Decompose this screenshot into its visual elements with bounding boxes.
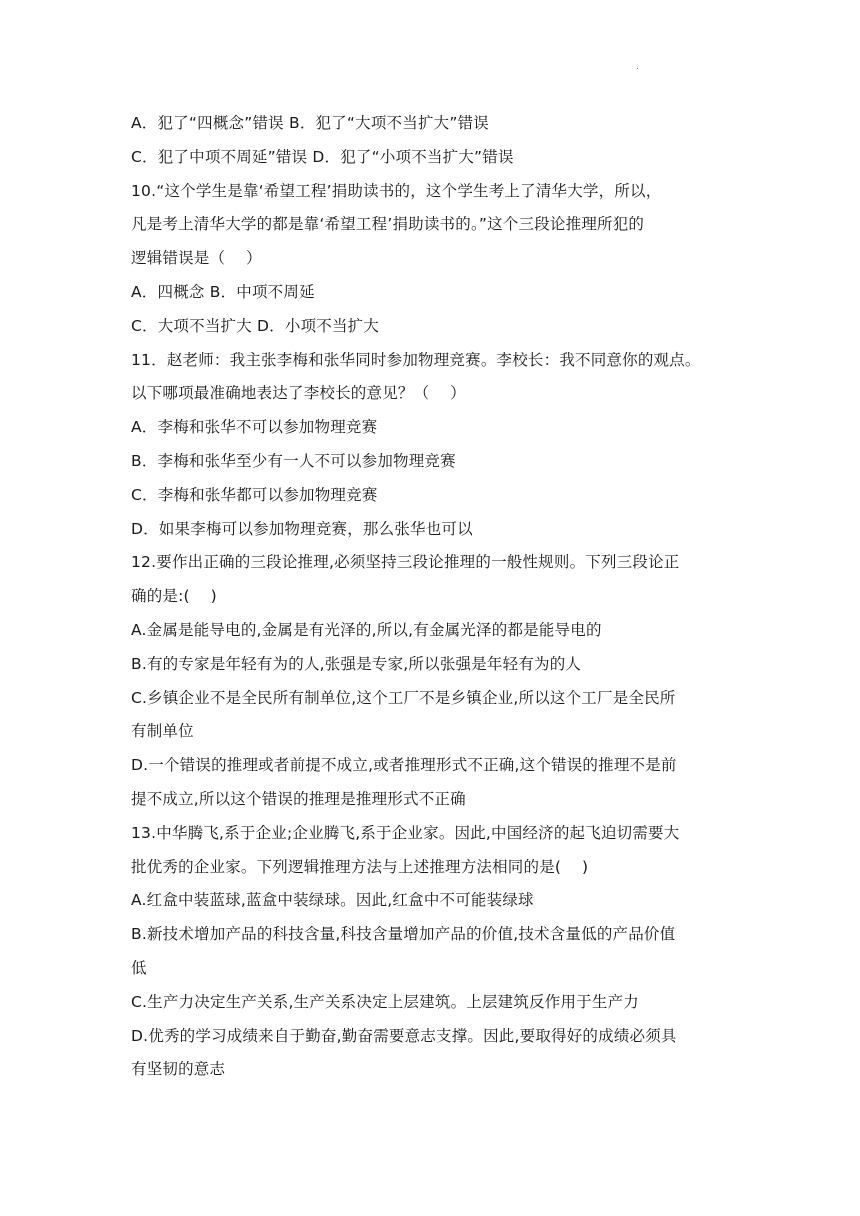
q11-stem-line-1: 11．赵老师：我主张李梅和张华同时参加物理竞赛。李校长：我不同意你的观点。 (131, 350, 701, 369)
q10-options-ab: A．四概念 B．中项不周延 (131, 282, 315, 301)
q13-option-d-line-2: 有坚韧的意志 (131, 1060, 226, 1079)
q9-options-ab: A．犯了“四概念”错误 B．犯了“大项不当扩大”错误 (131, 114, 489, 132)
q12-option-c-line-1: C.乡镇企业不是全民所有制单位,这个工厂不是乡镇企业,所以这个工厂是全民所 (131, 688, 676, 707)
q12-option-d-line-2: 提不成立,所以这个错误的推理是推理形式不正确 (131, 789, 466, 808)
q11-option-d: D．如果李梅可以参加物理竞赛，那么张华也可以 (131, 519, 473, 538)
q13-option-a: A.红盒中装蓝球,蓝盒中装绿球。因此,红盒中不可能装绿球 (131, 891, 534, 910)
q11-option-b: B．李梅和张华至少有一人不可以参加物理竞赛 (131, 451, 456, 470)
q11-option-a: A．李梅和张华不可以参加物理竞赛 (131, 418, 378, 437)
q13-option-b-line-2: 低 (131, 958, 147, 977)
q10-stem-line-3: 逻辑错误是（ ） (131, 249, 262, 268)
q12-option-d-line-1: D.一个错误的推理或者前提不成立,或者推理形式不正确,这个错误的推理不是前 (131, 756, 677, 775)
q11-stem-line-2: 以下哪项最准确地表达了李校长的意见？（ ） (131, 384, 466, 403)
q13-option-d-line-1: D.优秀的学习成绩来自于勤奋,勤奋需要意志支撑。因此,要取得好的成绩必须具 (131, 1026, 677, 1045)
q13-option-b-line-1: B.新技术增加产品的科技含量,科技含量增加产品的价值,技术含量低的产品价值 (131, 925, 676, 944)
q12-option-a: A.金属是能导电的,金属是有光泽的,所以,有金属光泽的都是能导电的 (131, 620, 602, 639)
q12-option-c-line-2: 有制单位 (131, 722, 194, 741)
q13-stem-line-2: 批优秀的企业家。下列逻辑推理方法与上述推理方法相同的是( ) (131, 857, 589, 876)
question-text-body (131, 107, 741, 1087)
q12-stem-line-2: 确的是:( ) (131, 587, 217, 606)
q12-stem-line-1: 12.要作出正确的三段论推理,必须坚持三段论推理的一般性规则。下列三段论正 (131, 553, 680, 572)
q11-option-c: C．李梅和张华都可以参加物理竞赛 (131, 485, 378, 504)
q9-options-cd: C．犯了中项不周延”错误 D．犯了“小项不当扩大”错误 (131, 147, 514, 166)
q13-stem-line-1: 13.中华腾飞,系于企业;企业腾飞,系于企业家。因此,中国经济的起飞迫切需要大 (131, 823, 680, 842)
header-mark: . (636, 62, 639, 72)
q13-option-c: C.生产力决定生产关系,生产关系决定上层建筑。上层建筑反作用于生产力 (131, 992, 639, 1011)
q10-options-cd: C．大项不当扩大 D．小项不当扩大 (131, 316, 380, 335)
q10-stem-line-2: 凡是考上清华大学的都是靠‘希望工程’捐助读书的。”这个三段论推理所犯的 (131, 215, 645, 234)
q12-option-b: B.有的专家是年轻有为的人,张强是专家,所以张强是年轻有为的人 (131, 654, 582, 673)
q10-stem-line-1: 10.“这个学生是靠‘希望工程’捐助读书的，这个学生考上了清华大学，所以， (131, 181, 662, 200)
